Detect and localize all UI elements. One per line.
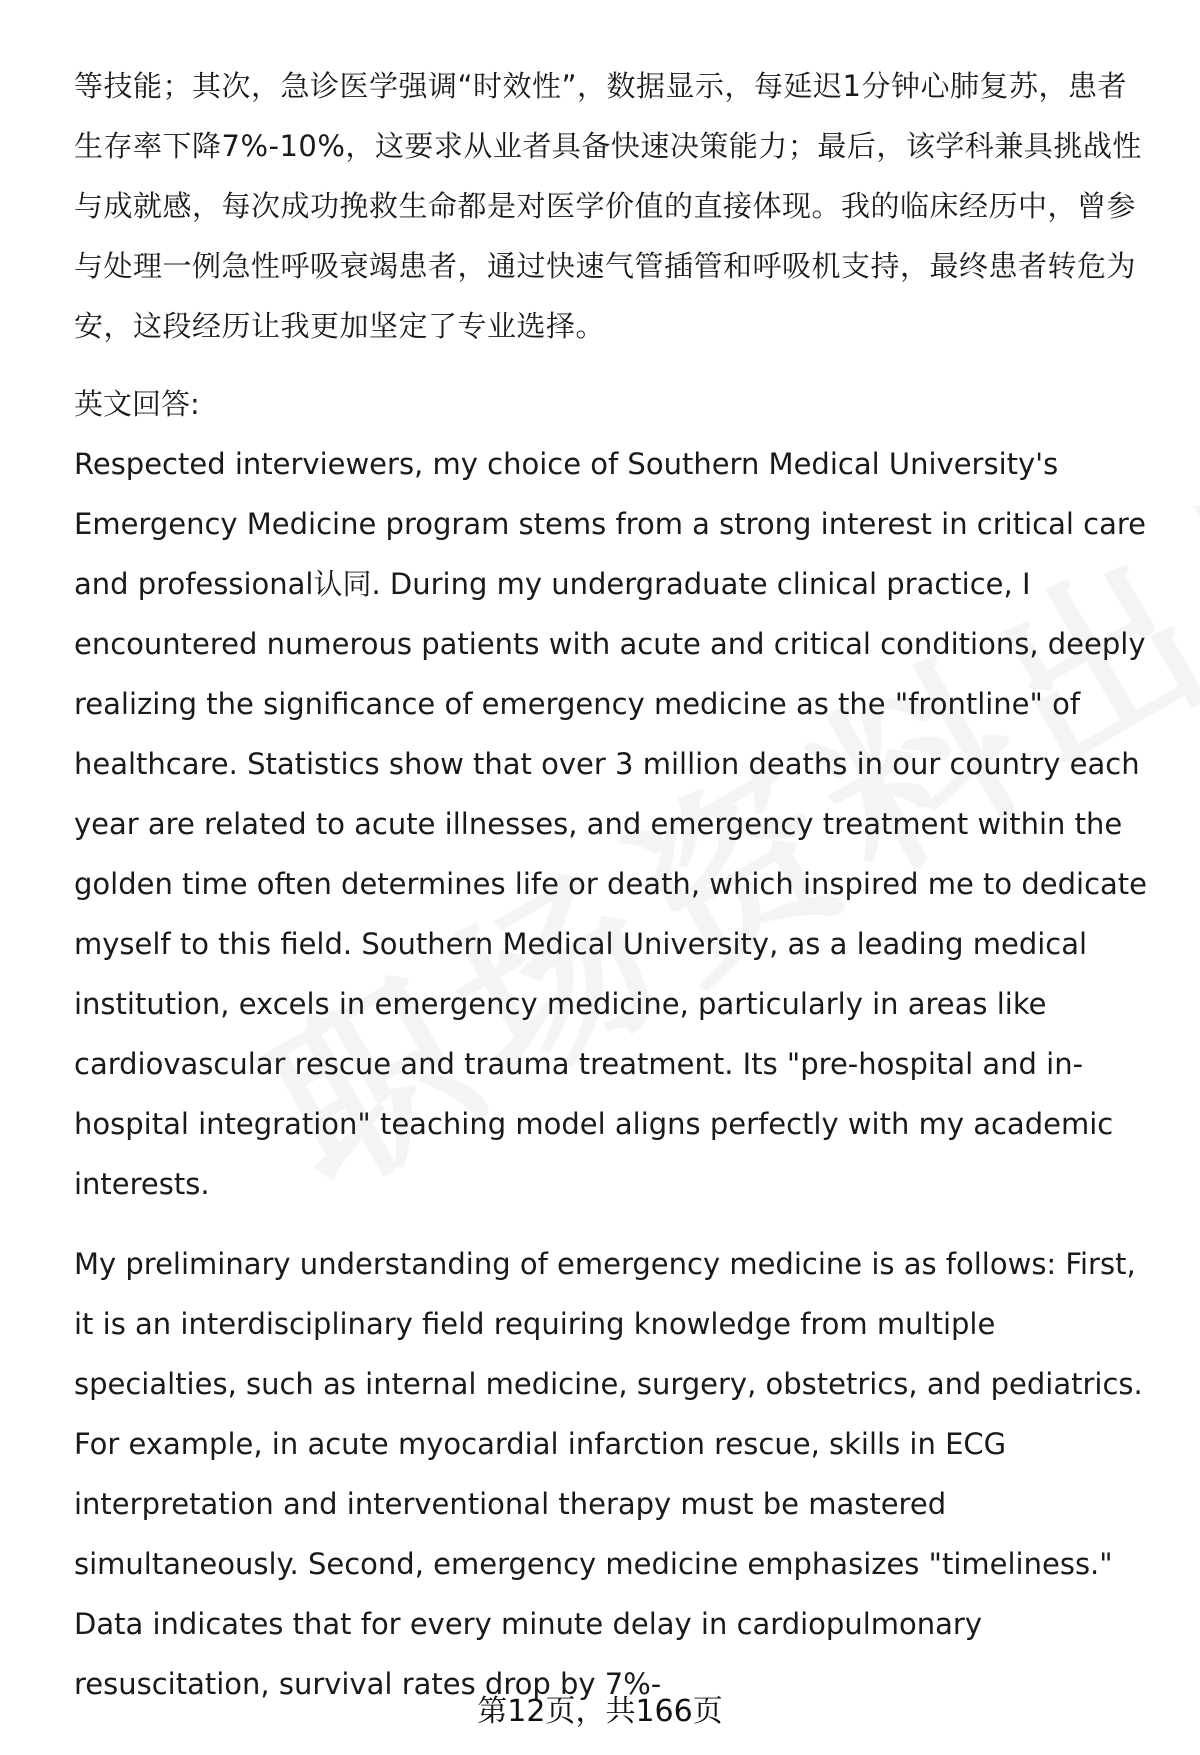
english-answer-paragraph-1: Respected interviewers, my choice of Southern Medical University's Emergency Medicine program stems from a strong interest in critical care and professional认同. During my undergraduate clinical practice, I encountered numerous patients with acute and critical conditions, deeply realizing the significance of emergency medicine as the "frontline" of healthcare. Statistics show that over 3 million deaths in our country each year are related to acute illnesses, and emergency treatment within the golden time often determines life or death, which inspired me to dedicate myself to this field. Southern Medical University, as a leading medical institution, excels in emergency medicine, particularly in areas like cardiovascular rescue and trauma treatment. Its "pre-hospital and in-hospital integration" teaching model aligns perfectly with my academic interests.: [74, 447, 1147, 1201]
english-answer-label: 英文回答:: [74, 387, 200, 421]
paragraph-spacer: [74, 1214, 1154, 1234]
document-body: [74, 56, 1154, 1714]
page-number-footer: 第12页，共166页: [477, 1694, 723, 1729]
chinese-answer-paragraph: 等技能；其次，急诊医学强调“时效性”，数据显示，每延迟1分钟心肺复苏，患者生存率下降7%-10%，这要求从业者具备快速决策能力；最后，该学科兼具挑战性与成就感，每次成功挽救生命都是对医学价值的直接体现。我的临床经历中，曾参与处理一例急性呼吸衰竭患者，通过快速气管插管和呼吸机支持，最终患者转危为安，这段经历让我更加坚定了专业选择。: [74, 69, 1142, 343]
english-answer-paragraph-2: My preliminary understanding of emergency medicine is as follows: First, it is an interdisciplinary field requiring knowledge from multiple specialties, such as internal medicine, surgery, obstetrics, and pediatrics. For example, in acute myocardial infarction rescue, skills in ECG interpretation and interventional therapy must be mastered simultaneously. Second, emergency medicine emphasizes "timeliness." Data indicates that for every minute delay in cardiopulmonary resuscitation, survival rates drop by 7%-: [74, 1247, 1143, 1701]
